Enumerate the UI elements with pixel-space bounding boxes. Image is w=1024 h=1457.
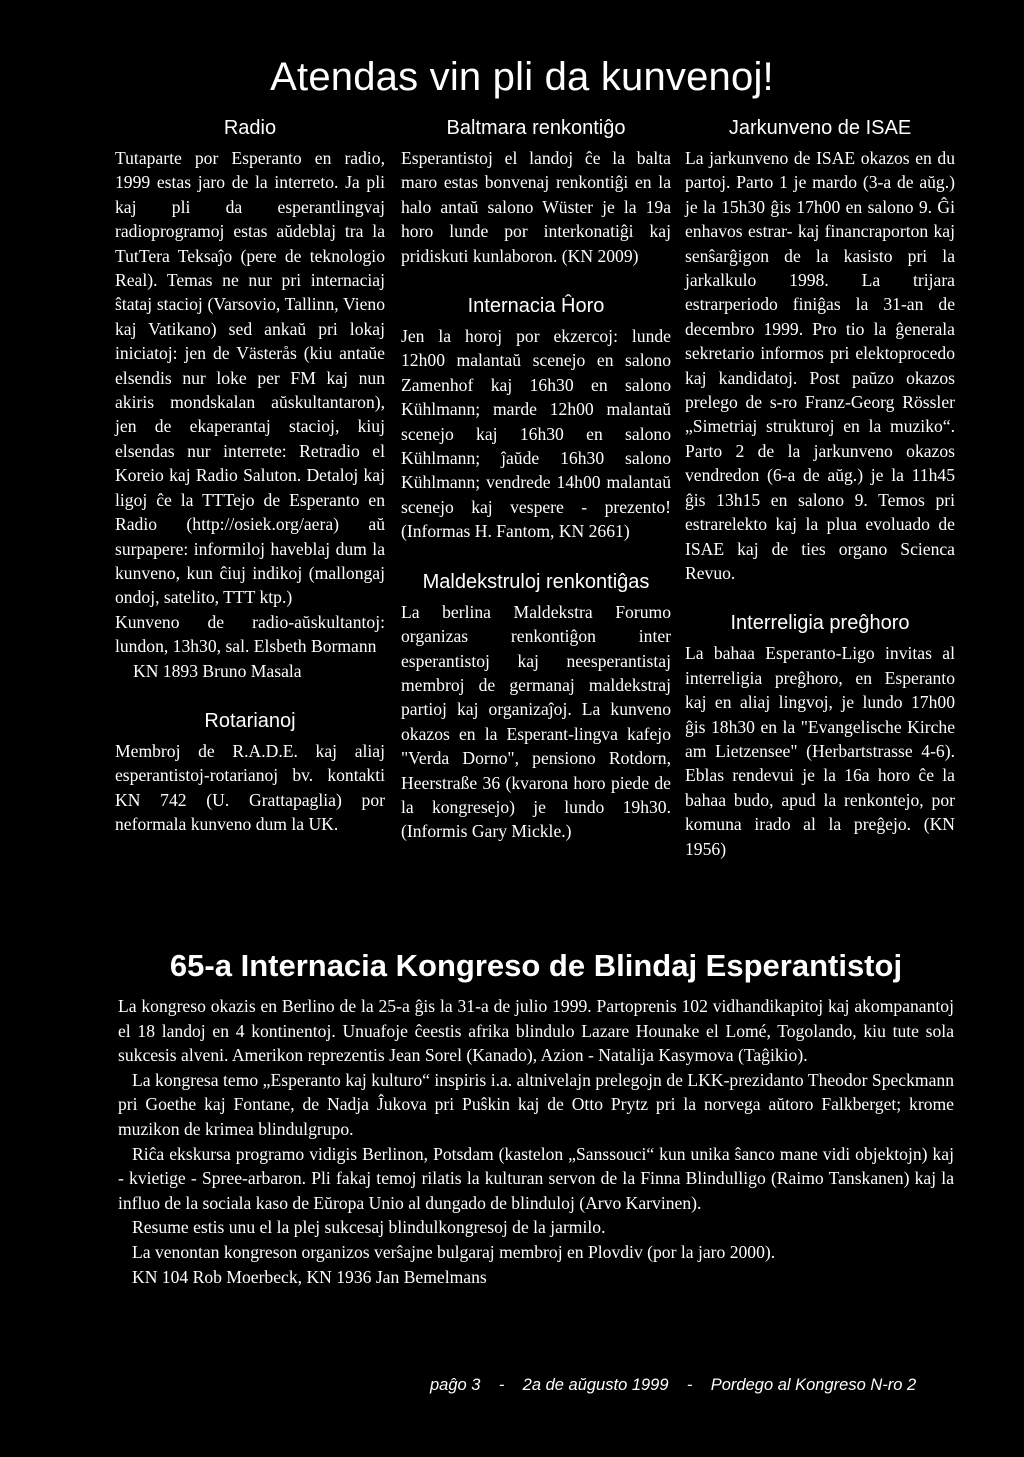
footer-publication: Pordego al Kongreso N-ro 2 (710, 1376, 917, 1394)
footer-separator: - (686, 1376, 693, 1394)
rotarianoj-heading: Rotarianoj (204, 709, 296, 732)
rotarianoj-body: Membroj de R.A.D.E. kaj aliaj esperantistoj-rotarianoj bv. kontakti KN 742 (U. Grattapaglia) por neformala kunveno dum la UK. (115, 740, 385, 835)
congress-article (118, 946, 954, 1289)
footer-separator: - (498, 1376, 505, 1394)
congress-paragraph: Riĉa ekskursa programo vidigis Berlinon, Potsdam (kastelon „Sanssouci“ kun unika ŝanco mane vidi objektojn) kaj - kvietige - Spree-arbaron. Pli fakaj temoj rilatis la kulturan servon de la Finna Blindulligo (Raimo Tanskanen) kaj la influo de la sociala kaso de Eŭropa Unio al dungado de blinduloj (Arvo Karvinen). (118, 1143, 954, 1213)
isae-body: La jarkunveno de ISAE okazos en du partoj. Parto 1 je mardo (3-a de aŭg.) je la 15h30 ĝis 17h00 en salono 9. Ĝi enhavos estrar- kaj financraporton kaj senŝarĝigon de la kasisto pri la jarkalkulo 1998. La trijara estrarperiodo finiĝas la 31-an de decembro 1999. Pro tio la ĝenerala sekretario informos pri elektoprocedo kaj kandidatoj. Post paŭzo okazos prelego de s-ro Franz-Georg Rössler „Simetriaj strukturoj en la muziko“. Parto 2 de la jarkunveno okazos vendredon (6-a de aŭg.) je la 11h45 ĝis 13h15 en salono 9. Temos pri estrarelekto kaj la plua evoluado de ISAE kaj de ties organo Scienca Revuo. (685, 148, 955, 583)
radio-body: Tutaparte por Esperanto en radio, 1999 estas jaro de la interreto. Ja pli kaj pli da esperantlingvaj radioprogramoj estas aŭdeblaj tra la TutTera Teksaĵo (pere de teknologio Real). Temas ne nur pri internaciaj ŝtataj stacioj (Varsovio, Tallinn, Vieno kaj Vatikano) sed ankaŭ pri lokaj iniciatoj: jen de Västerås (kiu antaŭe elsendis nur loke per FM kaj nun akiris mondskalan aŭskultantaron), jen de ekaperantaj stacioj, kiuj elsendas nur interrete: Retradio el Koreio kaj Radio Saluton. Detaloj kaj ligoj ĉe la TTTejo de Esperanto en Radio (http://osiek.org/aera) aŭ surpapere: informiloj haveblaj dum la kunveno, kun ĉiuj indikoj (mallongaj ondoj, satelito, TTT ktp.) (115, 148, 385, 608)
column-left (115, 116, 385, 837)
baltmara-heading: Baltmara renkontiĝo (446, 117, 626, 139)
footer-date: 2a de aŭgusto 1999 (522, 1376, 669, 1394)
page-title: Atendas vin pli da kunvenoj! (270, 55, 774, 99)
congress-paragraph: Resume estis unu el la plej sukcesaj blindulkongresoj de la jarmilo. (132, 1217, 606, 1238)
horo-body: Jen la horoj por ekzercoj: lunde 12h00 malantaŭ scenejo en salono Zamenhof kaj 16h30 en salono Kühlmann; marde 12h00 malantaŭ scenejo kaj 16h30 en salono Kühlmann; ĵaŭde 16h30 salono Kühlmann; vendrede 14h00 malantaŭ scenejo kaj vespere - prezento! (Informas H. Fantom, KN 2661) (401, 326, 671, 542)
radio-meeting: Kunveno de radio-aŭskultantoj: lundon, 13h30, sal. Elsbeth Bormann (115, 611, 385, 657)
congress-paragraph: La venontan kongreson organizos verŝajne bulgaraj membroj en Plovdiv (por la jaro 2000). (132, 1241, 776, 1262)
maldekstruloj-heading: Maldekstruloj renkontiĝas (422, 570, 650, 593)
congress-signature: KN 104 Rob Moerbeck, KN 1936 Jan Bemelmans (132, 1266, 487, 1287)
horo-heading: Internacia Ĥoro (467, 295, 605, 318)
congress-paragraph: La kongreso okazis en Berlino de la 25-a ĝis la 31-a de julio 1999. Partoprenis 102 vidhandikapitoj kaj akompanantoj el 18 landoj en 4 kontinentoj. Unuafoje ĉeestis afrika blindulo Lazare Hounake el Lomé, Togolando, kiu tute sola sukcesis alveni. Amerikon reprezentis Jean Sorel (Kanado), Azion - Natalija Kasymova (Taĝikio). (118, 996, 954, 1066)
interreligia-heading: Interreligia preĝhoro (730, 612, 910, 635)
maldekstruloj-body: La berlina Maldekstra Forumo organizas renkontiĝon inter esperantistoj kaj neesperantistaj membroj de germanaj maldekstraj partioj kaj organizaĵoj. La kunveno okazos en la Esperant-lingva kafejo "Verda Dorno", pensiono Rotdorn, Heerstraße 36 (kvarona horo piede de la kongresejo) je lundo 19h30. (Informis Gary Mickle.) (401, 601, 671, 842)
radio-signature: KN 1893 Bruno Masala (133, 660, 302, 681)
footer-page-number: paĝo 3 (430, 1376, 481, 1394)
radio-heading: Radio (223, 117, 277, 139)
congress-title: 65-a Internacia Kongreso de Blindaj Esperantistoj (169, 948, 903, 983)
page-footer (430, 1374, 970, 1396)
isae-heading: Jarkunveno de ISAE (728, 117, 912, 139)
baltmara-body: Esperantistoj el landoj ĉe la balta maro estas bonvenaj renkontiĝi en la halo antaŭ salono Wüster je la 19a horo lunde por interkonatiĝi kaj pridiskuti kunlaboron. (KN 2009) (401, 148, 671, 266)
congress-paragraph: La kongresa temo „Esperanto kaj kulturo“ inspiris i.a. altnivelajn prelegojn de LKK-prezidanto Theodor Speckmann pri Goethe kaj Fontane, de Nadja Ĵukova pri Puŝkin kaj de Otto Prytz pri la norvega aŭtoro Falkberget; krome muzikon de krimea blindulgrupo. (118, 1069, 954, 1139)
column-right (685, 116, 955, 861)
interreligia-body: La bahaa Esperanto-Ligo invitas al interreligia preĝhoro, en Esperanto kaj en aliaj lingvoj, je lundo 17h00 ĝis 18h30 en la "Evangelische Kirche am Lietzensee" (Herbartstrasse 4-6). Eblas rendevui je la 16a horo ĉe la bahaa budo, apud la renkontejo, por komuna irado al la preĝejo. (KN 1956) (685, 643, 955, 859)
column-middle (401, 116, 671, 844)
